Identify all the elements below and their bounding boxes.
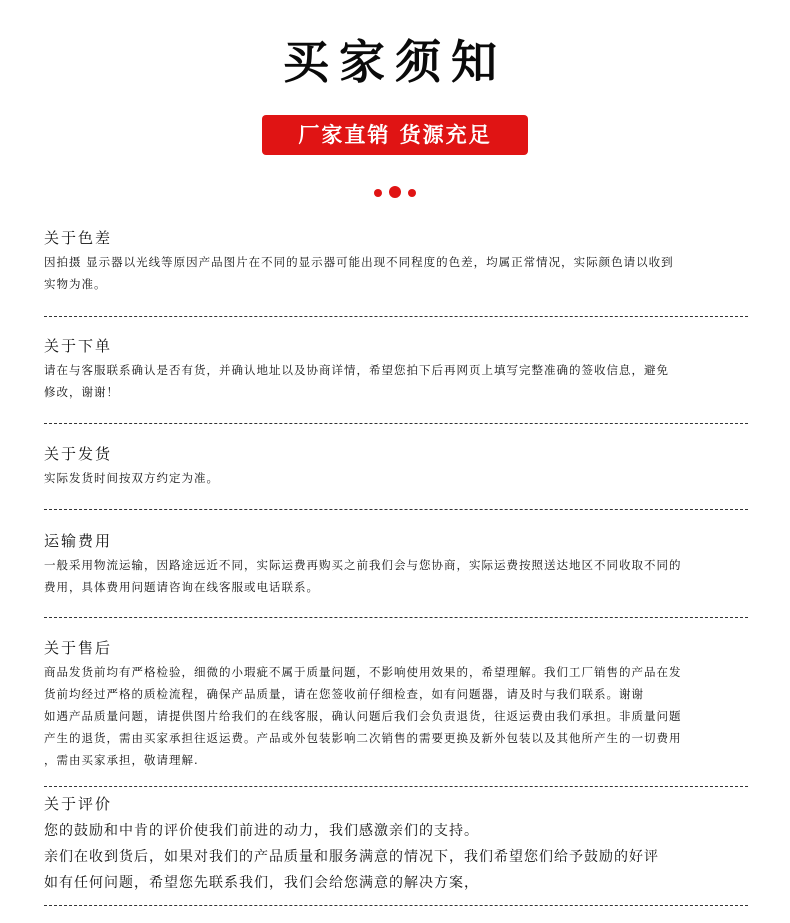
section-line: 商品发货前均有严格检验，细微的小瑕疵不属于质量问题，不影响使用效果的，希望理解。我们工厂销售的产品在发: [44, 665, 682, 679]
section-line: 一般采用物流运输，因路途远近不同，实际运费再购买之前我们会与您协商，实际运费按照送达地区不同收取不同的: [44, 558, 682, 572]
section-ordering: [44, 336, 754, 403]
section-title: 运输费用: [44, 532, 113, 550]
section-line: 修改，谢谢！: [44, 385, 119, 399]
section-after-sales: [44, 638, 754, 771]
divider: [44, 509, 748, 510]
section-line: 如有任何问题，希望您先联系我们，我们会给您满意的解决方案，: [44, 875, 479, 891]
dot-icon: [408, 189, 416, 197]
section-line: 实际发货时间按双方约定为准。: [44, 471, 219, 485]
section-title: 关于发货: [44, 445, 113, 463]
section-freight: [44, 531, 754, 598]
section-line: ，需由买家承担，敬请理解.: [44, 753, 199, 767]
section-body: [44, 661, 754, 771]
section-body: [44, 554, 754, 598]
divider: [44, 786, 748, 787]
section-line: 您的鼓励和中肯的评价使我们前进的动力，我们感激亲们的支持。: [44, 823, 479, 839]
section-line: 货前均经过严格的质检流程，确保产品质量，请在您签收前仔细检查，如有问题器，请及时与我们联系。谢谢: [44, 687, 644, 701]
page-title: 买家须知: [283, 35, 507, 89]
section-line: 费用，具体费用问题请咨询在线客服或电话联系。: [44, 580, 319, 594]
section-line: 亲们在收到货后，如果对我们的产品质量和服务满意的情况下，我们希望您们给予鼓励的好评: [44, 849, 659, 865]
section-title: 关于评价: [44, 795, 113, 813]
section-body: [44, 359, 754, 403]
section-reviews: [44, 794, 754, 896]
divider: [44, 905, 748, 906]
divider: [44, 316, 748, 317]
section-line: 产生的退货，需由买家承担往返运费。产品或外包装影响二次销售的需要更换及新外包装以及其他所产生的一切费用: [44, 731, 682, 745]
section-shipping: [44, 444, 754, 489]
divider: [44, 617, 748, 618]
section-body: [44, 818, 754, 896]
section-title: 关于下单: [44, 337, 113, 355]
section-line: 请在与客服联系确认是否有货，并确认地址以及协商详情，希望您拍下后再网页上填写完整准确的签收信息，避免: [44, 363, 669, 377]
dot-icon: [389, 186, 401, 198]
section-line: 如遇产品质量问题，请提供图片给我们的在线客服，确认问题后我们会负责退货，往返运费由我们承担。非质量问题: [44, 709, 682, 723]
promo-banner: 厂家直销 货源充足: [262, 115, 528, 155]
divider: [44, 423, 748, 424]
decorative-dots: [0, 186, 790, 200]
section-title: 关于售后: [44, 639, 113, 657]
section-color-difference: [44, 228, 754, 295]
section-body: [44, 467, 754, 489]
section-body: [44, 251, 754, 295]
dot-icon: [374, 189, 382, 197]
section-line: 因拍摄 显示器以光线等原因产品图片在不同的显示器可能出现不同程度的色差，均属正常情况，实际颜色请以收到: [44, 255, 674, 269]
section-line: 实物为准。: [44, 277, 107, 291]
section-title: 关于色差: [44, 229, 113, 247]
